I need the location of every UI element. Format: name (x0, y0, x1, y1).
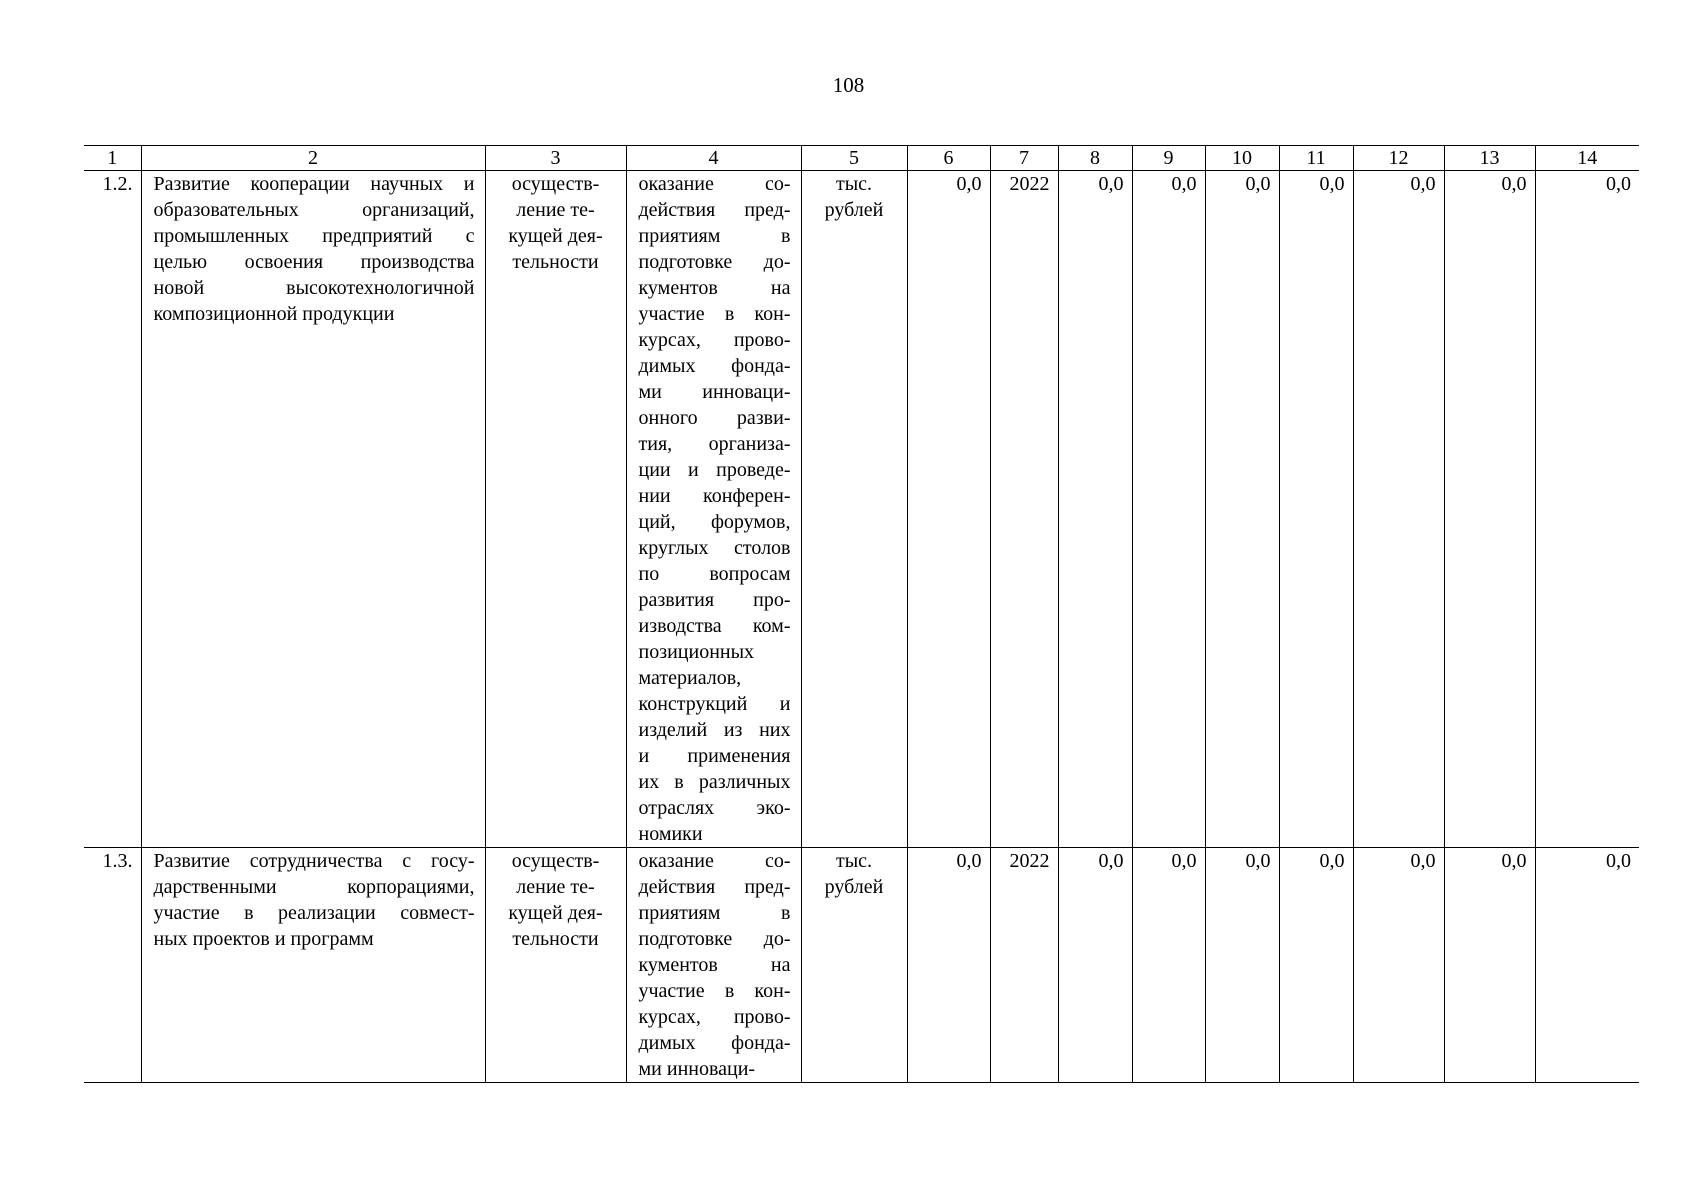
cell-text-line: осуществ- (511, 850, 600, 872)
cell-text-line: кущей дея- (508, 225, 603, 247)
row-number: 1.3. (84, 848, 141, 1083)
cell-text-line: участие в кон- (638, 303, 791, 325)
value-col-8: 0,0 (1058, 171, 1132, 848)
cell-text-line: тия, организа- (638, 433, 791, 455)
cell-text-line: изделий из них (638, 719, 791, 741)
value-col-6: 0,0 (907, 171, 990, 848)
cell-text-line: действия пред- (638, 199, 791, 221)
value-col-13: 0,0 (1444, 171, 1535, 848)
value-col-10: 0,0 (1205, 848, 1279, 1083)
cell-text-line: новой высокотехнологичной (153, 277, 475, 299)
value-col-6: 0,0 (907, 848, 990, 1083)
value-col-12: 0,0 (1353, 171, 1444, 848)
cell-text-line: рублей (824, 199, 884, 221)
cell-text-line: материалов, (638, 667, 742, 689)
cell-text-line: Развитие сотрудничества с госу- (153, 850, 475, 872)
cell-text-line: дарственными корпорациями, (153, 876, 475, 898)
program-measures-table (84, 145, 1639, 1083)
cell-text-line: их в различных (638, 771, 791, 793)
cell-text-line: димых фонда- (638, 355, 791, 377)
cell-text-line: ций, форумов, (638, 511, 791, 533)
row-number: 1.2. (84, 171, 141, 848)
cell-text-line: ных проектов и программ (153, 928, 374, 950)
measure-name (141, 171, 485, 848)
cell-text-line: круглых столов (638, 537, 791, 559)
value-col-9: 0,0 (1132, 848, 1205, 1083)
column-header-7: 7 (990, 146, 1058, 171)
table-row (84, 171, 1639, 848)
column-header-5: 5 (801, 146, 907, 171)
cell-text-line: кументов на (638, 954, 791, 976)
cell-text-line: ми инноваци- (638, 381, 791, 403)
year-col-7: 2022 (990, 848, 1058, 1083)
value-col-12: 0,0 (1353, 848, 1444, 1083)
cell-text-line: оказание со- (638, 173, 791, 195)
cell-text-line: ми инноваци- (638, 1058, 756, 1080)
table-row (84, 848, 1639, 1083)
value-col-8: 0,0 (1058, 848, 1132, 1083)
cell-text-line: подготовке до- (638, 928, 791, 950)
cell-text-line: действия пред- (638, 876, 791, 898)
cell-text-line: участие в реализации совмест- (153, 902, 475, 924)
value-col-11: 0,0 (1279, 171, 1353, 848)
cell-text-line: конструкций и (638, 693, 791, 715)
column-number-header-row (84, 146, 1639, 171)
cell-text-line: тельности (512, 251, 599, 273)
cell-text-line: промышленных предприятий с (153, 225, 475, 247)
cell-text-line: рублей (824, 876, 884, 898)
column-header-2: 2 (141, 146, 485, 171)
cell-text-line: оказание со- (638, 850, 791, 872)
cell-text-line: Развитие кооперации научных и (153, 173, 475, 195)
column-header-4: 4 (626, 146, 801, 171)
value-col-10: 0,0 (1205, 171, 1279, 848)
cell-text-line: димых фонда- (638, 1032, 791, 1054)
column-header-8: 8 (1058, 146, 1132, 171)
cell-text-line: изводства ком- (638, 615, 791, 637)
cell-text-line: позиционных (638, 641, 755, 663)
column-header-10: 10 (1205, 146, 1279, 171)
cell-text-line: ление те- (516, 199, 595, 221)
unit-of-measure (801, 848, 907, 1083)
year-col-7: 2022 (990, 171, 1058, 848)
cell-text-line: приятиям в (638, 225, 791, 247)
cell-text-line: ции и проведе- (638, 459, 791, 481)
cell-text-line: целью освоения производства (153, 251, 475, 273)
cell-text-line: тельности (512, 928, 599, 950)
cell-text-line: подготовке до- (638, 251, 791, 273)
column-header-12: 12 (1353, 146, 1444, 171)
column-header-1: 1 (84, 146, 141, 171)
cell-text-line: ление те- (516, 876, 595, 898)
cell-text-line: кументов на (638, 277, 791, 299)
measure-direction (626, 171, 801, 848)
unit-of-measure (801, 171, 907, 848)
cell-text-line: развития про- (638, 589, 791, 611)
cell-text-line: приятиям в (638, 902, 791, 924)
cell-text-line: онного разви- (638, 407, 791, 429)
measure-name (141, 848, 485, 1083)
cell-text-line: и применения (638, 745, 791, 767)
cell-text-line: курсах, прово- (638, 1006, 791, 1028)
cell-text-line: образовательных организаций, (153, 199, 475, 221)
implementation-mechanism (485, 171, 626, 848)
cell-text-line: отраслях эко- (638, 797, 791, 819)
cell-text-line: кущей дея- (508, 902, 603, 924)
cell-text-line: тыс. (835, 173, 873, 195)
column-header-13: 13 (1444, 146, 1535, 171)
column-header-11: 11 (1279, 146, 1353, 171)
cell-text-line: по вопросам (638, 563, 791, 585)
cell-text-line: участие в кон- (638, 980, 791, 1002)
column-header-9: 9 (1132, 146, 1205, 171)
cell-text-line: номики (638, 823, 703, 845)
value-col-14: 0,0 (1535, 171, 1639, 848)
cell-text-line: курсах, прово- (638, 329, 791, 351)
value-col-14: 0,0 (1535, 848, 1639, 1083)
measure-direction (626, 848, 801, 1083)
cell-text-line: композиционной продукции (153, 303, 395, 325)
column-header-6: 6 (907, 146, 990, 171)
cell-text-line: нии конферен- (638, 485, 791, 507)
value-col-13: 0,0 (1444, 848, 1535, 1083)
column-header-14: 14 (1535, 146, 1639, 171)
implementation-mechanism (485, 848, 626, 1083)
column-header-3: 3 (485, 146, 626, 171)
value-col-11: 0,0 (1279, 848, 1353, 1083)
page-number: 108 (832, 73, 865, 97)
value-col-9: 0,0 (1132, 171, 1205, 848)
cell-text-line: тыс. (835, 850, 873, 872)
cell-text-line: осуществ- (511, 173, 600, 195)
